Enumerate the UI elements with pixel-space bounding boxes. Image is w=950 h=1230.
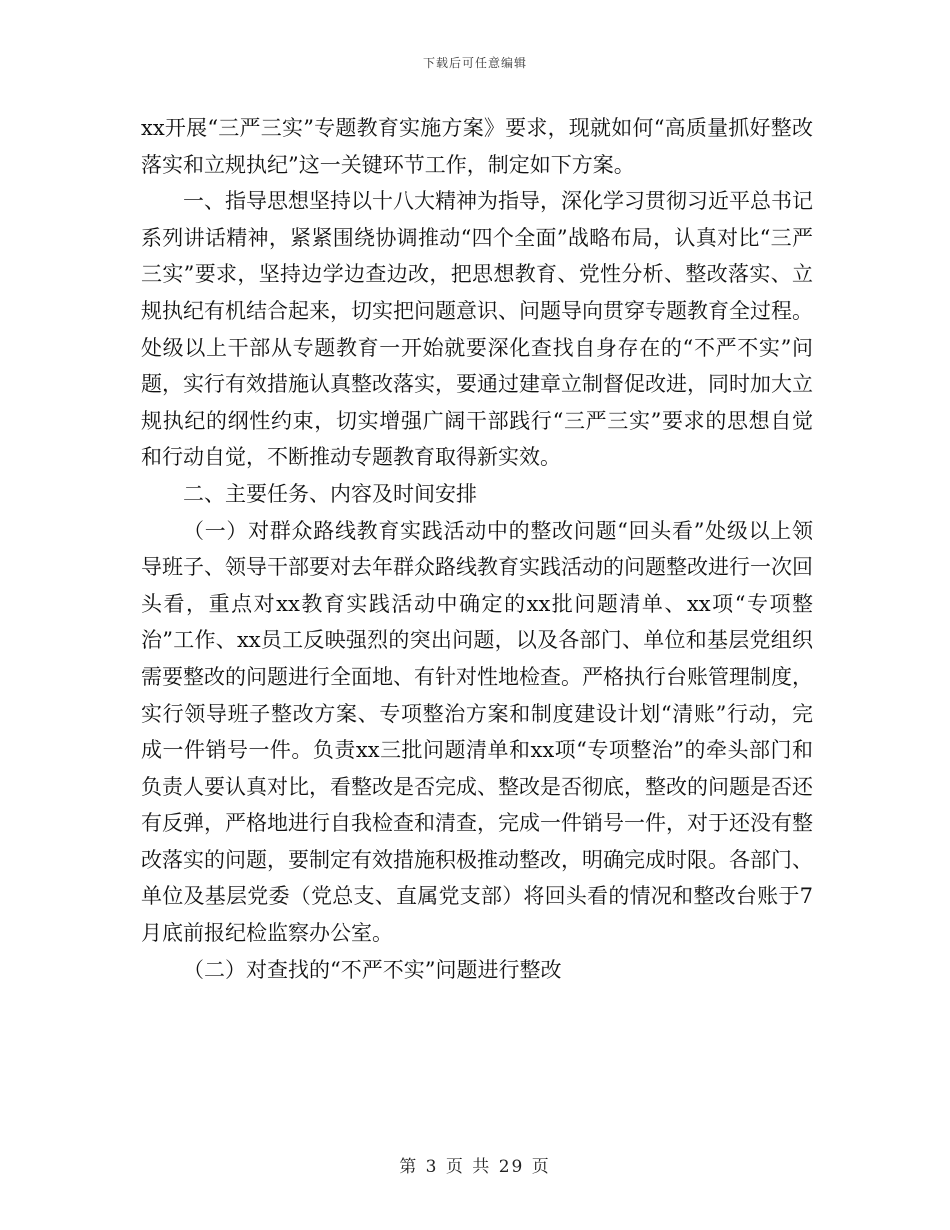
- paragraph-guiding-thought: 一、指导思想坚持以十八大精神为指导，深化学习贯彻习近平总书记系列讲话精神，紧紧围绕协调推动“四个全面”战略布局，认真对比“三严三实”要求，坚持边学边查边改，把思想教育、党性分析、整改落实、立规执纪有机结合起来，切实把问题意识、问题导向贯穿专题教育全过程。处级以上干部从专题教育一开始就要深化查找自身存在的“不严不实”问题，实行有效措施认真整改落实，要通过建章立制督促改进，同时加大立规执纪的纲性约束，切实增强广阔干部践行“三严三实”要求的思想自觉和行动自觉，不断推动专题教育取得新实效。: [141, 189, 813, 470]
- section-heading-task-two: （二）对查找的“不严不实”问题进行整改: [183, 957, 562, 982]
- document-body: [141, 110, 813, 988]
- page-header-note: 下载后可任意编辑: [422, 56, 527, 70]
- paragraph-task-one: （一）对群众路线教育实践活动中的整改问题“回头看”处级以上领导班子、领导干部要对去年群众路线教育实践活动的问题整改进行一次回头看，重点对xx教育实践活动中确定的xx批问题清单、xx项“专项整治”工作、xx员工反映强烈的突出问题，以及各部门、单位和基层党组织需要整改的问题进行全面地、有针对性地检查。严格执行台账管理制度，实行领导班子整改方案、专项整治方案和制度建设计划“清账”行动，完成一件销号一件。负责xx三批问题清单和xx项“专项整治”的牵头部门和负责人要认真对比，看整改是否完成、整改是否彻底，整改的问题是否还有反弹，严格地进行自我检查和清查，完成一件销号一件，对于还没有整改落实的问题，要制定有效措施积极推动整改，明确完成时限。各部门、单位及基层党委（党总支、直属党支部）将回头看的情况和整改台账于7月底前报纪检监察办公室。: [141, 518, 813, 946]
- paragraph-intro: xx开展“三严三实”专题教育实施方案》要求，现就如何“高质量抓好整改落实和立规执纪”这一关键环节工作，制定如下方案。: [141, 116, 813, 177]
- page-footer-number: 第 3 页 共 29 页: [399, 1157, 551, 1177]
- section-heading-main-tasks: 二、主要任务、内容及时间安排: [183, 481, 477, 506]
